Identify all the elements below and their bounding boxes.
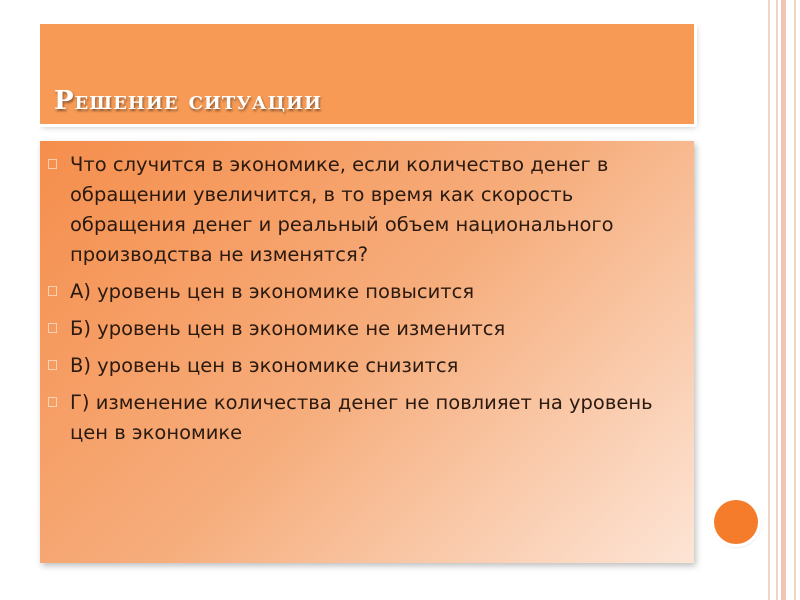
content-panel xyxy=(40,141,694,563)
title-bar xyxy=(40,24,694,124)
question-text: Что случится в экономике, если количество денег в обращении увеличится, в то время как скорость обращения денег и реальный объем национального производства не изменятся? xyxy=(70,153,614,266)
square-bullet-icon xyxy=(48,159,57,169)
square-bullet-icon xyxy=(48,360,57,370)
stripe xyxy=(781,0,786,600)
question-item xyxy=(70,150,668,270)
answer-text: В) уровень цен в экономике снизится xyxy=(70,354,459,377)
stripe xyxy=(776,0,778,600)
answer-option-a xyxy=(70,277,668,307)
answer-option-b xyxy=(70,314,668,344)
answer-option-v xyxy=(70,351,668,381)
slide-title: Решение ситуации xyxy=(54,86,323,116)
square-bullet-icon xyxy=(48,397,57,407)
square-bullet-icon xyxy=(48,286,57,296)
square-bullet-icon xyxy=(48,323,57,333)
stripe xyxy=(794,0,796,600)
bullet-list xyxy=(40,141,694,448)
answer-text: А) уровень цен в экономике повысится xyxy=(70,280,475,303)
answer-text: Г) изменение количества денег не повлияет на уровень цен в экономике xyxy=(70,391,653,444)
answer-text: Б) уровень цен в экономике не изменится xyxy=(70,317,506,340)
answer-option-g xyxy=(70,388,668,448)
stripe xyxy=(768,0,770,600)
decorative-circle xyxy=(714,500,758,544)
